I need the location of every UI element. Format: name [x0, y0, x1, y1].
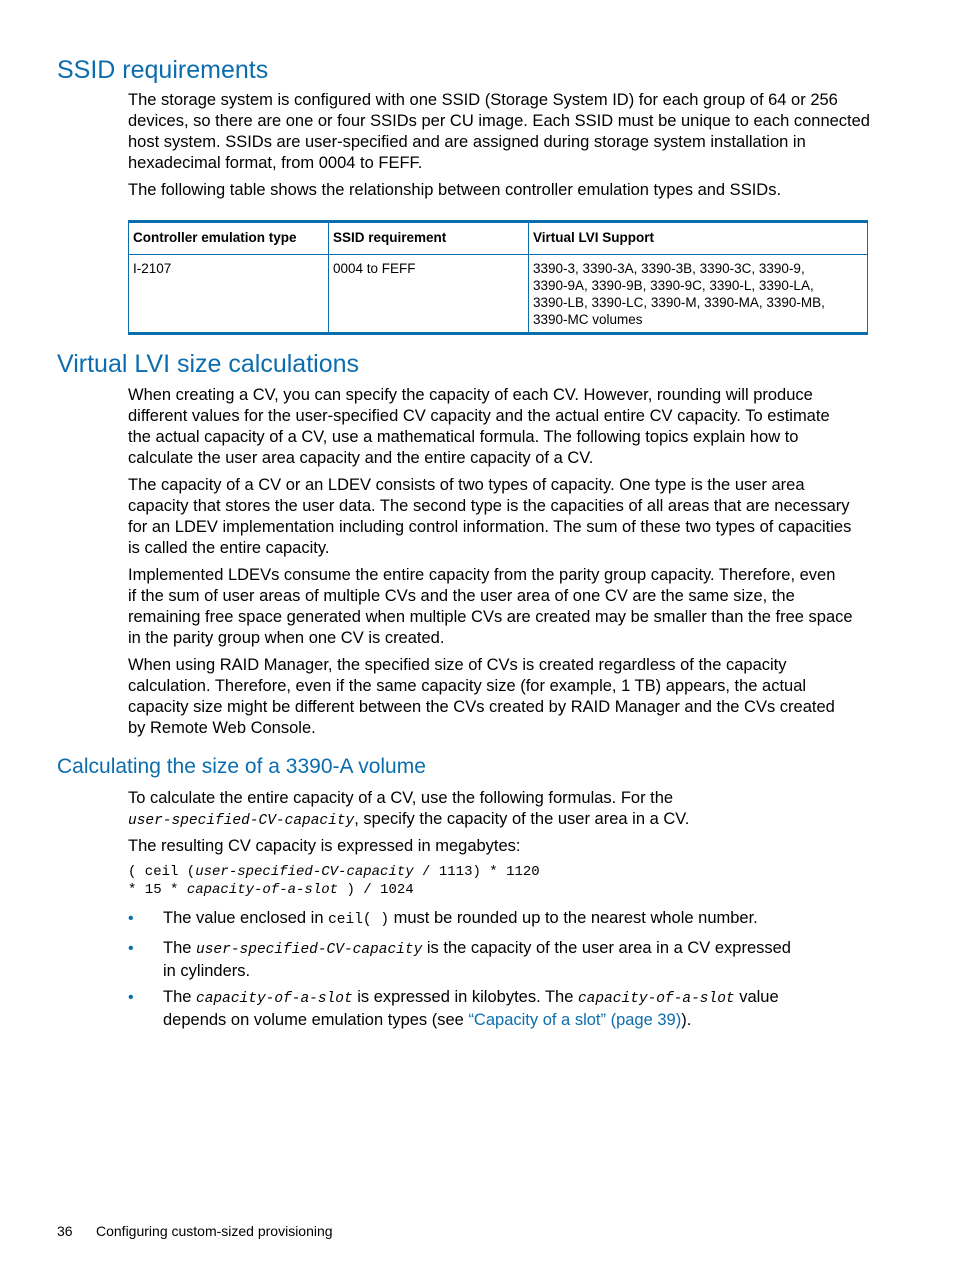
text-run: ).: [681, 1011, 692, 1029]
support-line: 3390-3, 3390-3A, 3390-3B, 3390-3C, 3390-9,: [533, 261, 805, 276]
virtual-para4-line1: When using RAID Manager, the specified size of CVs is created regardless of the capacity: [128, 656, 787, 674]
calc-intro-rest: , specify the capacity of the user area in a CV.: [354, 810, 690, 828]
formula-var: capacity-of-a-slot: [186, 882, 339, 898]
virtual-para2-line4: is called the entire capacity.: [128, 539, 330, 557]
inline-code: ceil( ): [328, 912, 390, 928]
virtual-para1-line2: different values for the user-specified CV capacity and the actual entire CV capacity. To estimate: [128, 407, 830, 425]
virtual-para4-line3: capacity size might be different between the CVs created by RAID Manager and the CVs created: [128, 698, 835, 716]
inline-code: capacity-of-a-slot: [577, 991, 735, 1007]
page-number: 36: [57, 1223, 73, 1239]
ssid-table: [128, 220, 868, 335]
formula-line-1: [128, 863, 540, 881]
support-line: 3390-LB, 3390-LC, 3390-M, 3390-MA, 3390-MB,: [533, 295, 825, 310]
ssid-para2: The following table shows the relationship between controller emulation types and SSIDs.: [128, 181, 782, 199]
table-header-row: [129, 222, 868, 255]
virtual-para1-line1: When creating a CV, you can specify the capacity of each CV. However, rounding will produce: [128, 386, 813, 404]
bullet-text: [163, 908, 758, 931]
formula-part: ( ceil (: [128, 864, 196, 880]
text-run: is the capacity of the user area in a CV expressed: [422, 939, 791, 957]
calc-intro-line2: [128, 809, 868, 832]
text-run: in cylinders.: [163, 962, 251, 980]
bullet-icon: •: [128, 989, 134, 1006]
formula-var: user-specified-CV-capacity: [195, 864, 414, 880]
virtual-para3-line2: if the sum of user areas of multiple CVs and the user area of one CV are the same size, the: [128, 587, 795, 605]
formula-part: * 15 *: [128, 882, 187, 898]
text-run: depends on volume emulation types (see: [163, 1011, 469, 1029]
ssid-para1-line4: hexadecimal format, from 0004 to FEFF.: [128, 154, 423, 172]
bullet-icon: •: [128, 910, 134, 927]
ssid-para1-line1: The storage system is configured with one SSID (Storage System ID) for each group of 64 or 256: [128, 91, 838, 109]
support-line: 3390-9A, 3390-9B, 3390-9C, 3390-L, 3390-LA,: [533, 278, 814, 293]
text-run: value: [734, 988, 779, 1006]
virtual-para2-line3: for an LDEV implementation including control information. The sum of these two types of capacities: [128, 518, 852, 536]
bullet-text: [163, 987, 779, 1031]
inline-code: user-specified-CV-capacity: [128, 813, 355, 829]
support-line: 3390-MC volumes: [533, 312, 643, 327]
footer-section: Configuring custom-sized provisioning: [96, 1223, 333, 1239]
formula-part: ) / 1024: [338, 882, 414, 898]
inline-code: capacity-of-a-slot: [196, 991, 353, 1007]
virtual-para2-line2: capacity that stores the user data. The second type is the capacities of all areas that are necessary: [128, 497, 850, 515]
ssid-para1-line2: devices, so there are one or four SSIDs per CU image. Each SSID must be unique to each connected: [128, 112, 870, 130]
virtual-para4-line2: calculation. Therefore, even if the same capacity size (for example, 1 TB) appears, the actual: [128, 677, 807, 695]
virtual-para1-line3: the actual capacity of a CV, use a mathematical formula. The following topics explain how to: [128, 428, 799, 446]
virtual-para3-line4: in the parity group when one CV is created.: [128, 629, 445, 647]
text-run: The value enclosed in: [163, 909, 329, 927]
formula-line-2: [128, 881, 540, 899]
text-run: The: [163, 939, 197, 957]
ssid-heading: SSID requirements: [57, 56, 269, 84]
virtual-para3-line3: remaining free space generated when multiple CVs are created may be smaller than the free space: [128, 608, 853, 626]
virtual-para4-line4: by Remote Web Console.: [128, 719, 316, 737]
table-cell-support: [529, 255, 868, 334]
table-header-cell: SSID requirement: [329, 222, 529, 255]
bullet-icon: •: [128, 940, 134, 957]
text-run: is expressed in kilobytes. The: [352, 988, 578, 1006]
text-run: The: [163, 988, 197, 1006]
virtual-heading: Virtual LVI size calculations: [57, 350, 360, 378]
formula-block: [128, 863, 540, 899]
table-cell-ssid: 0004 to FEFF: [329, 255, 529, 334]
formula-part: / 1113) * 1120: [413, 864, 540, 880]
page-footer: [57, 1223, 333, 1239]
table-cell-type: I-2107: [129, 255, 329, 334]
inline-code: user-specified-CV-capacity: [196, 942, 423, 958]
virtual-para3-line1: Implemented LDEVs consume the entire capacity from the parity group capacity. Therefore, even: [128, 566, 836, 584]
bullet-text: [163, 938, 791, 982]
capacity-of-slot-link[interactable]: “Capacity of a slot” (page 39): [468, 1011, 682, 1029]
calc-result-line: The resulting CV capacity is expressed in megabytes:: [128, 837, 521, 855]
ssid-para1-line3: host system. SSIDs are user-specified and are assigned during storage system installation in: [128, 133, 806, 151]
virtual-para2-line1: The capacity of a CV or an LDEV consists of two types of capacity. One type is the user area: [128, 476, 805, 494]
text-run: must be rounded up to the nearest whole number.: [389, 909, 758, 927]
calc-heading: Calculating the size of a 3390-A volume: [57, 755, 426, 778]
table-header-cell: Controller emulation type: [129, 222, 329, 255]
table-header-cell: Virtual LVI Support: [529, 222, 868, 255]
calc-intro-line1: To calculate the entire capacity of a CV, use the following formulas. For the: [128, 789, 674, 807]
virtual-para1-line4: calculate the user area capacity and the entire capacity of a CV.: [128, 449, 594, 467]
table-row: [129, 255, 868, 334]
